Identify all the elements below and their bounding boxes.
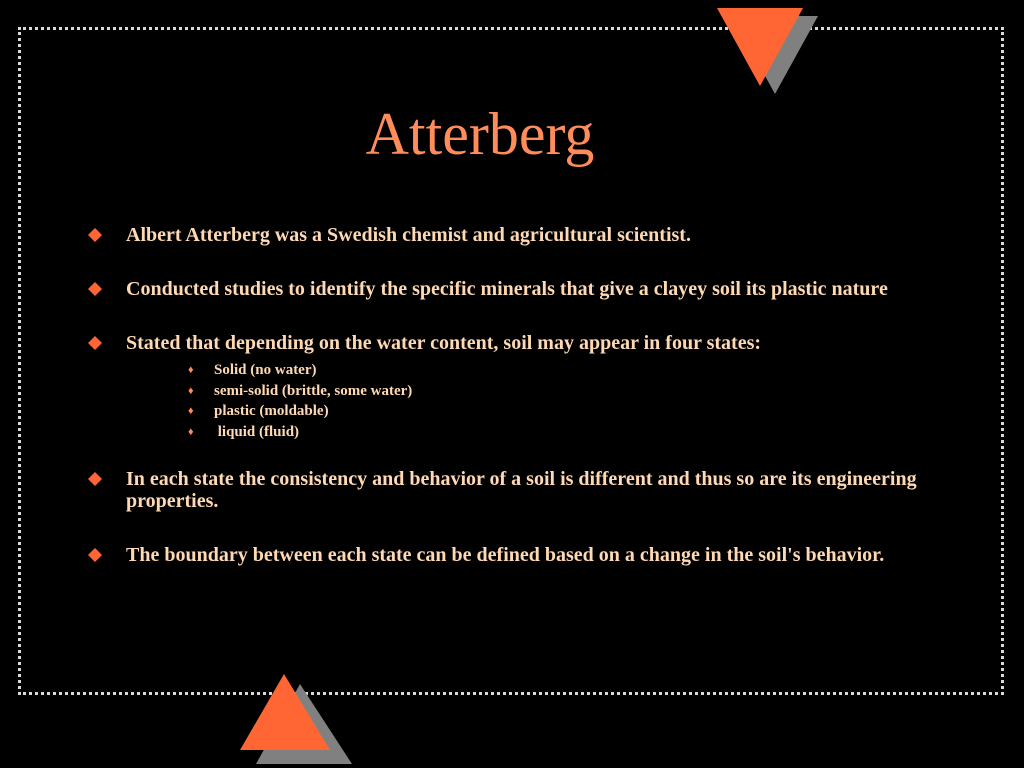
bullet-text: Conducted studies to identify the specific minerals that give a clayey soil its plastic nature bbox=[126, 278, 888, 300]
sub-bullet-text: plastic (moldable) bbox=[214, 403, 329, 419]
diamond-icon bbox=[88, 472, 102, 486]
bullet-text: In each state the consistency and behavior of a soil is different and thus so are its engineering properties. bbox=[126, 468, 917, 512]
bullet-item bbox=[88, 278, 938, 300]
diamond-icon bbox=[88, 228, 102, 242]
bullet-list bbox=[88, 224, 938, 598]
diamond-icon bbox=[88, 282, 102, 296]
bullet-text: Albert Atterberg was a Swedish chemist and agricultural scientist. bbox=[126, 224, 691, 246]
sub-bullet-item bbox=[188, 401, 938, 422]
diamond-icon bbox=[88, 548, 102, 562]
small-diamond-icon: ♦ bbox=[188, 425, 194, 438]
bullet-item bbox=[88, 544, 938, 566]
bullet-text: The boundary between each state can be defined based on a change in the soil's behavior. bbox=[126, 544, 885, 566]
bullet-item bbox=[88, 468, 938, 512]
bullet-item bbox=[88, 332, 938, 442]
slide-title: Atterberg bbox=[365, 101, 595, 167]
up-triangle-icon bbox=[238, 670, 356, 766]
sub-bullet-text: liquid (fluid) bbox=[214, 423, 300, 440]
bullet-item bbox=[88, 224, 938, 246]
sub-bullet-list bbox=[188, 360, 938, 442]
small-diamond-icon: ♦ bbox=[188, 384, 194, 397]
small-diamond-icon: ♦ bbox=[188, 405, 194, 417]
sub-bullet-item bbox=[188, 381, 938, 402]
sub-bullet-item bbox=[188, 360, 938, 381]
bullet-text: Stated that depending on the water content, soil may appear in four states: bbox=[126, 332, 762, 354]
sub-bullet-text: Solid (no water) bbox=[214, 362, 317, 378]
sub-bullet-text: semi-solid (brittle, some water) bbox=[214, 382, 413, 399]
down-triangle-icon bbox=[714, 6, 824, 98]
diamond-icon bbox=[88, 336, 102, 350]
sub-bullet-item bbox=[188, 422, 938, 443]
small-diamond-icon: ♦ bbox=[188, 364, 194, 376]
